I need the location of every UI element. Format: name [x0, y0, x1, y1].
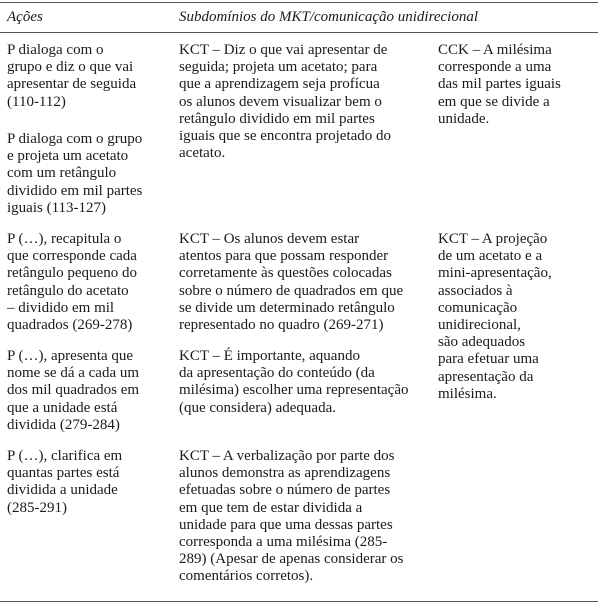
row4-kct: KCT – A verbalização por parte dos alunos demonstra as aprendizagens efetuadas sobre o número de partes em que tem de estar dividida a unidade para que uma dessas partes corresponda a uma milésima (285- 289) (Apesar de apenas considerar os comentários corretos).	[179, 448, 404, 585]
column-header-acoes: Ações	[7, 9, 43, 25]
row2-kct: KCT – Os alunos devem estar atentos para que possam responder corretamente às questões colocadas sobre o número de quadrados em que se divide um determinado retângulo representado no quadro (269-271)	[179, 231, 404, 334]
row2-acao: P (…), recapitula o que corresponde cada retângulo pequeno do retângulo do acetato – dividido em mil quadrados (269-278)	[7, 231, 137, 334]
row2-kct-projecao: KCT – A projeção de um acetato e a mini-apresentação, associados à comunicação unidirecional, são adequados para efetuar uma apresentação da milésima.	[438, 231, 552, 402]
table-bottom-rule	[0, 601, 598, 602]
table-top-rule	[0, 2, 598, 3]
row4-acao: P (…), clarifica em quantas partes está dividida a unidade (285-291)	[7, 448, 123, 516]
header-rule	[0, 32, 598, 33]
row3-acao: P (…), apresenta que nome se dá a cada um dos mil quadrados em que a unidade está dividida (279-284)	[7, 348, 140, 433]
row1-kct: KCT – Diz o que vai apresentar de seguida; projeta um acetato; para que a aprendizagem seja profícua os alunos devem visualizar bem o retângulo dividido em mil partes iguais que se encontra projetado do acetato.	[179, 42, 392, 162]
row1-acao-2: P dialoga com o grupo e projeta um acetato com um retângulo dividido em mil partes iguais (113-127)	[7, 131, 143, 216]
row1-cck: CCK – A milésima corresponde a uma das mil partes iguais em que se divide a unidade.	[438, 42, 561, 127]
column-header-subdominios: Subdomínios do MKT/comunicação unidirecional	[179, 9, 479, 25]
row3-kct: KCT – É importante, aquando da apresentação do conteúdo (da milésima) escolher uma representação (que considera) adequada.	[179, 348, 409, 416]
row1-acao-1: P dialoga com o grupo e diz o que vai apresentar de seguida (110-112)	[7, 42, 137, 110]
